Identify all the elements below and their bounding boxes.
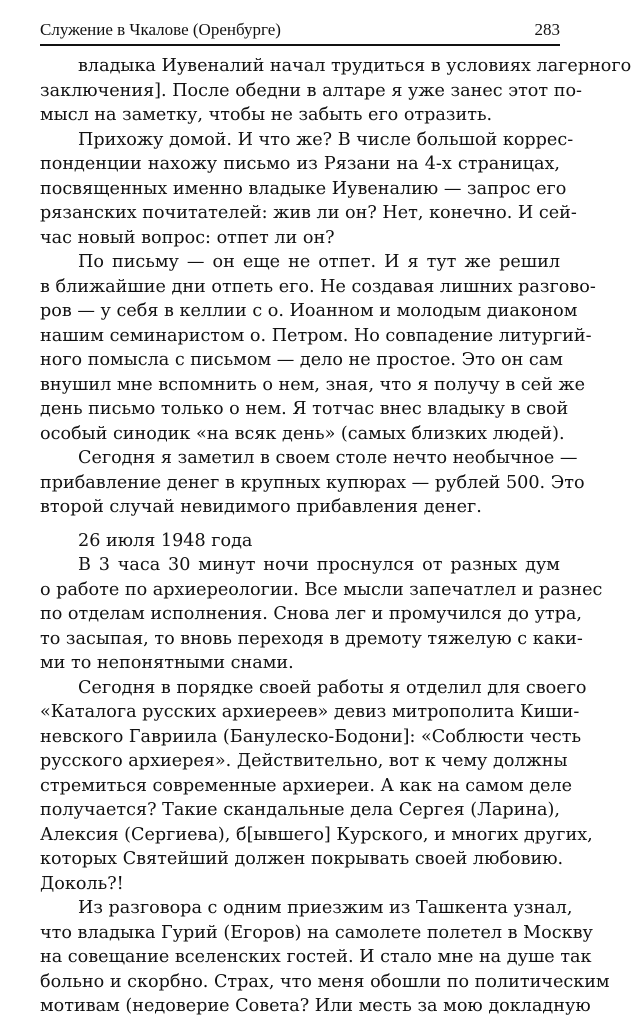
text-line: нашим семинаристом о. Петром. Но совпадение литургий- (40, 325, 592, 346)
text-line: «Каталога русских архиереев» девиз митрополита Киши- (40, 702, 580, 722)
text-line: Алексия (Сергиева), б[ывшего] Курского, и многих других, (40, 824, 593, 845)
text-line: ров — у себя в келлии с о. Иоанном и молодым диаконом (40, 301, 578, 321)
text-line: получается? Такие скандальные дела Сергея (Ларина), (40, 800, 560, 820)
text-line: что владыка Гурий (Егоров) на самолете полетел в Москву (40, 922, 593, 943)
text-line: второй случай невидимого прибавления денег. (40, 497, 482, 517)
paragraph (40, 896, 610, 1019)
paragraph (40, 250, 596, 446)
text-line: внушил мне вспомнить о нем, зная, что я получу в сей же (40, 374, 586, 395)
text-line: заключения]. После обедни в алтаре я уже занес этот по- (40, 80, 582, 101)
text-line: больно и скорбно. Страх, что меня обошли по политическим (40, 971, 610, 992)
paragraph (40, 446, 585, 520)
text-line: понденции нахожу письмо из Рязани на 4-х страницах, (40, 154, 560, 174)
section-gap (40, 520, 560, 529)
text-line: день письмо только о нем. Я тотчас внес владыку в свой (40, 399, 569, 419)
running-title: Служение в Чкалове (Оренбурге) (40, 20, 281, 39)
text-line: стремиться современные архиереи. А как на самом деле (40, 775, 573, 796)
text-line: в ближайшие дни отпеть его. Не создавая лишних разгово- (40, 276, 596, 297)
text-line: ми то непонятными снами. (40, 653, 294, 673)
text-line: невского Гавриила (Банулеско-Бодони]: «Соблюсти честь (40, 726, 582, 747)
paragraph (40, 676, 593, 897)
text-line: Прихожу домой. И что же? В числе большой коррес- (78, 129, 574, 150)
text-line: Из разговора с одним приезжим из Ташкента узнал, (78, 898, 573, 918)
text-line: владыка Иувеналий начал трудиться в условиях лагерного (78, 56, 631, 76)
text-line: русского архиерея». Действительно, вот к чему должны (40, 751, 568, 771)
text-line: посвященных именно владыке Иувеналию — запрос его (40, 178, 567, 199)
text-line: прибавление денег в крупных купюрах — рублей 500. Это (40, 472, 585, 493)
text-line: Доколь?! (40, 873, 124, 894)
text-line: о работе по архиереологии. Все мысли запечатлел и разнес (40, 579, 603, 600)
text-line: В 3 часа 30 минут ночи проснулся от разных дум (78, 555, 560, 575)
text-line: час новый вопрос: отпет ли он? (40, 227, 335, 248)
diary-date-heading: 26 июля 1948 года (78, 530, 253, 551)
body-text (40, 54, 631, 1019)
text-line: по отделам исполнения. Снова лег и промучился до утра, (40, 604, 583, 624)
text-line: рязанских почитателей: жив ли он? Нет, конечно. И сей- (40, 203, 577, 223)
text-line: ного помысла с письмом — дело не простое. Это он сам (40, 350, 563, 370)
paragraph (40, 553, 603, 676)
text-line: По письму — он еще не отпет. И я тут же решил (78, 252, 560, 272)
running-header (40, 20, 560, 44)
page-number: 283 (534, 20, 560, 39)
paragraph (40, 128, 577, 251)
text-line: Сегодня в порядке своей работы я отделил для своего (78, 677, 587, 698)
text-line: мысл на заметку, чтобы не забыть его отразить. (40, 105, 493, 125)
text-line: то засыпая, то вновь переходя в дремоту тяжелую с каки- (40, 628, 583, 649)
text-line: которых Святейший должен покрывать своей любовию. (40, 849, 564, 869)
paragraph (40, 54, 631, 128)
header-rule (40, 44, 560, 46)
text-line: мотивам (недоверие Совета? Или месть за мою докладную (40, 996, 591, 1016)
text-line: на совещание вселенских гостей. И стало мне на душе так (40, 947, 592, 967)
text-line: Сегодня я заметил в своем столе нечто необычное — (78, 448, 578, 468)
text-line: особый синодик «на всяк день» (самых близких людей). (40, 423, 565, 444)
